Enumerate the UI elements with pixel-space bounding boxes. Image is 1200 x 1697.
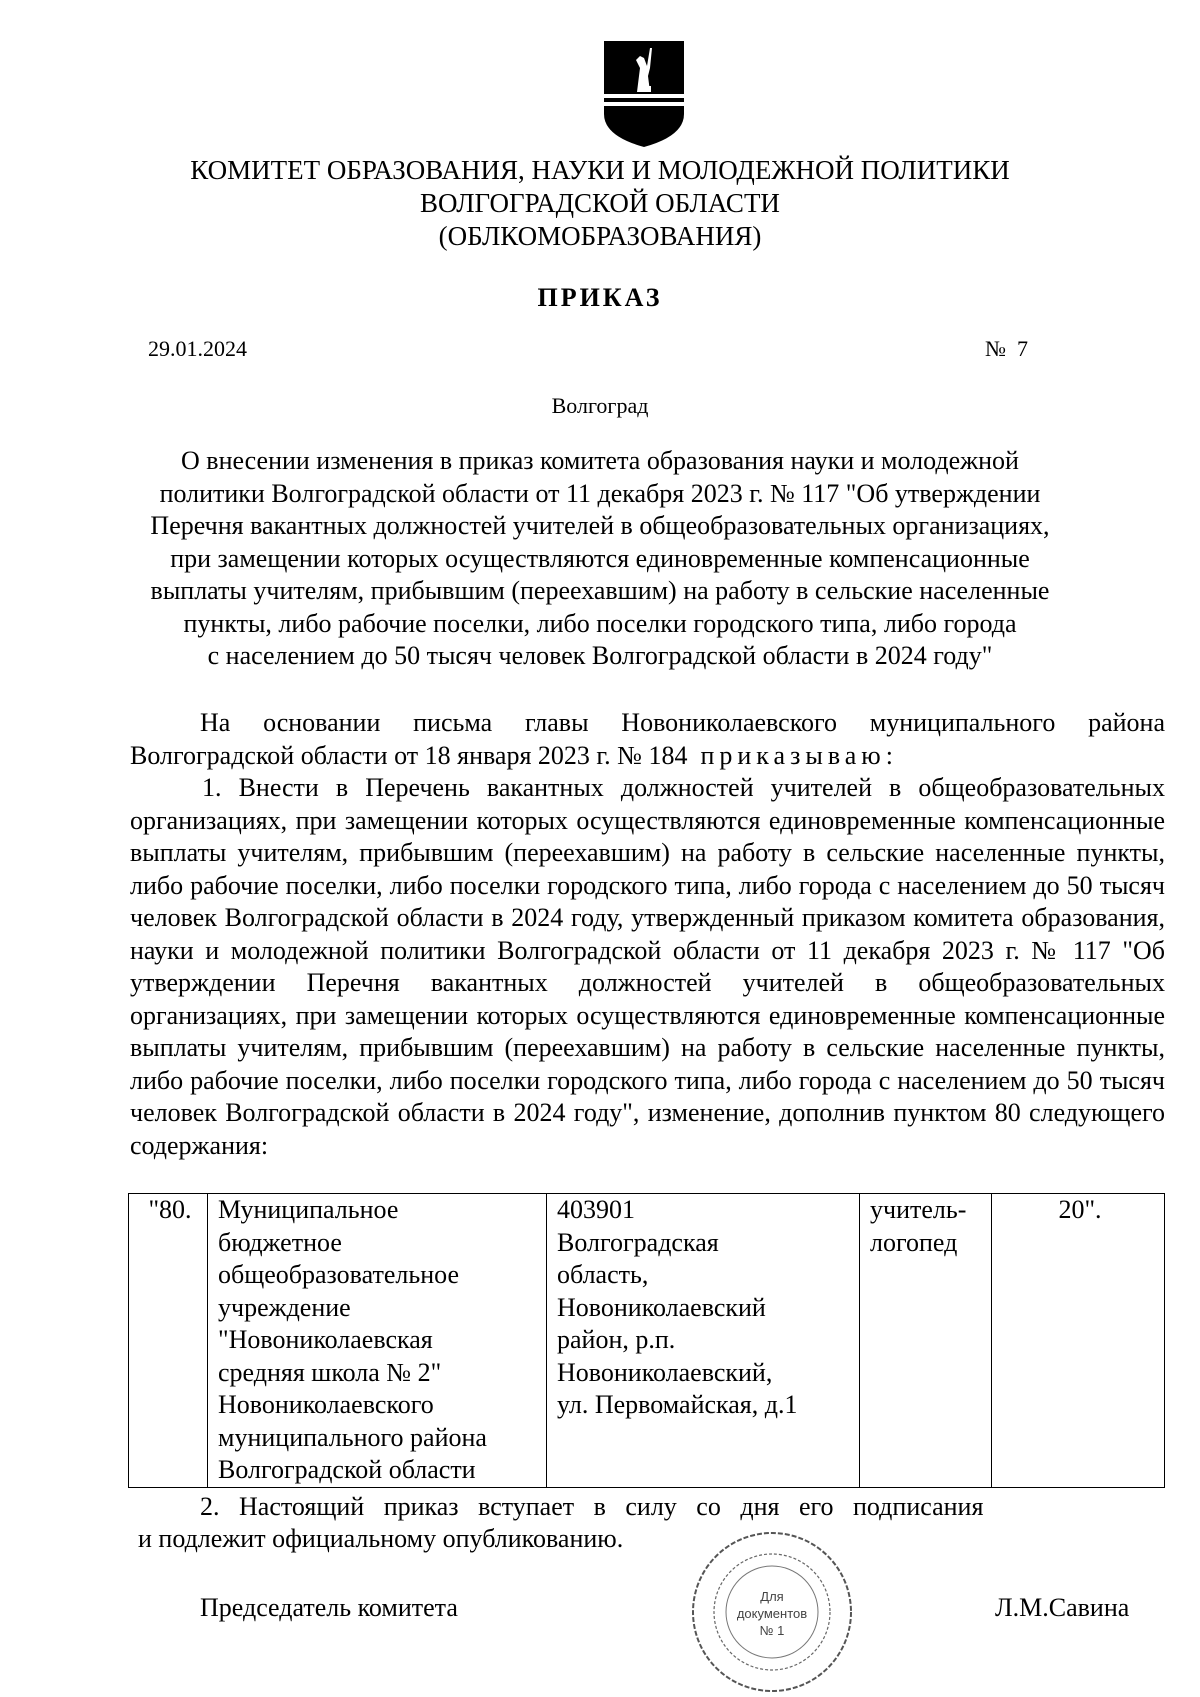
org-name-line-2: ВОЛГОГРАДСКОЙ ОБЛАСТИ xyxy=(420,188,780,218)
amendment-table xyxy=(128,1193,1165,1488)
paragraph-item-2: 2. Настоящий приказ вступает в силу со дня его подписания xyxy=(200,1492,984,1521)
cell-address xyxy=(547,1194,860,1488)
cell-position xyxy=(860,1194,992,1488)
cell-count: 20". xyxy=(992,1194,1165,1488)
official-seal-icon xyxy=(690,1530,855,1695)
volgograd-coat-of-arms-icon xyxy=(603,40,685,148)
paragraph-basis xyxy=(130,707,1165,772)
order-number: № 7 xyxy=(985,336,1028,361)
seal-text-line: Для xyxy=(760,1589,784,1604)
basis-line-1: На основании письма главы Новониколаевского муниципального района xyxy=(200,708,1165,737)
order-city: Волгоград xyxy=(551,393,649,418)
institution-line: муниципального района xyxy=(218,1422,487,1452)
order-subject xyxy=(130,445,1070,673)
subject-line: политики Волгоградской области от 11 декабря 2023 г. № 117 "Об утверждении xyxy=(159,478,1041,508)
seal-text-line: № 1 xyxy=(759,1623,785,1638)
order-date: 29.01.2024 xyxy=(148,336,247,361)
org-name-line-1: КОМИТЕТ ОБРАЗОВАНИЯ, НАУКИ И МОЛОДЕЖНОЙ ПОЛИТИКИ xyxy=(190,155,1010,185)
address-line: 403901 xyxy=(557,1195,635,1224)
address-line: Новониколаевский xyxy=(557,1292,766,1322)
cell-item-number: "80. xyxy=(129,1194,208,1488)
subject-line: пункты, либо рабочие поселки, либо поселки городского типа, либо города xyxy=(183,608,1017,638)
position-line: учитель- xyxy=(870,1195,967,1224)
institution-line: бюджетное xyxy=(218,1227,342,1257)
subject-line: выплаты учителям, прибывшим (переехавшим) на работу в сельские населенные xyxy=(150,576,1050,605)
organization-header xyxy=(120,154,1080,253)
institution-line: Новониколаевского xyxy=(218,1390,434,1419)
basis-line-2: Волгоградской области от 18 января 2023 г. № 184 xyxy=(130,740,688,770)
subject-line: Перечня вакантных должностей учителей в общеобразовательных организациях, xyxy=(150,511,1050,540)
address-line: ул. Первомайская, д.1 xyxy=(557,1390,798,1419)
org-name-line-3: (ОБЛКОМОБРАЗОВАНИЯ) xyxy=(438,221,762,251)
address-line: Новониколаевский, xyxy=(557,1357,773,1387)
institution-line: "Новониколаевская xyxy=(218,1325,433,1354)
signatory-role: Председатель комитета xyxy=(200,1593,458,1622)
institution-line: Волгоградской области xyxy=(218,1455,476,1484)
institution-line: учреждение xyxy=(218,1292,351,1322)
seal-text-line: документов xyxy=(736,1606,808,1621)
address-line: область, xyxy=(557,1260,649,1289)
subject-line: с населением до 50 тысяч человек Волгоградской области в 2024 году" xyxy=(207,641,993,670)
paragraph-item-1: 1. Внести в Перечень вакантных должностей учителей в общеобразовательных организациях, при замещении которых осуществляются единовременные компенсационные выплаты учителям, прибывшим (переехавшим) на работу в сельские населенные пункты, либо рабочие поселки, либо поселки городского типа, либо города с населением до 50 тысяч человек Волгоградской области в 2024 году, утвержденный приказом комитета образования, науки и молодежной политики Волгоградской области от 11 декабря 2023 г. № 117 "Об утверждении Перечня вакантных должностей учителей в общеобразовательных организациях, при замещении которых осуществляются единовременные компенсационные выплаты учителям, прибывшим (переехавшим) на работу в сельские населенные пункты, либо рабочие поселки, либо поселки городского типа, либо города с населением до 50 тысяч человек Волгоградской области в 2024 году", изменение, дополнив пунктом 80 следующего содержания: xyxy=(130,773,1165,1160)
table-row xyxy=(129,1194,1165,1488)
institution-line: Муниципальное xyxy=(218,1195,399,1224)
address-line: район, р.п. xyxy=(557,1325,676,1354)
position-line: логопед xyxy=(870,1227,958,1257)
document-type-title: ПРИКАЗ xyxy=(537,283,663,312)
signatory-name: Л.М.Савина xyxy=(995,1593,1130,1622)
order-word: приказываю: xyxy=(700,740,898,770)
address-line: Волгоградская xyxy=(557,1227,719,1257)
subject-line: О внесении изменения в приказ комитета образования науки и молодежной xyxy=(181,446,1019,475)
paragraph-item-2-line-2: и подлежит официальному опубликованию. xyxy=(138,1524,624,1553)
cell-institution xyxy=(208,1194,547,1488)
institution-line: общеобразовательное xyxy=(218,1260,459,1289)
subject-line: при замещении которых осуществляются единовременные компенсационные xyxy=(170,543,1030,573)
institution-line: средняя школа № 2" xyxy=(218,1357,442,1387)
